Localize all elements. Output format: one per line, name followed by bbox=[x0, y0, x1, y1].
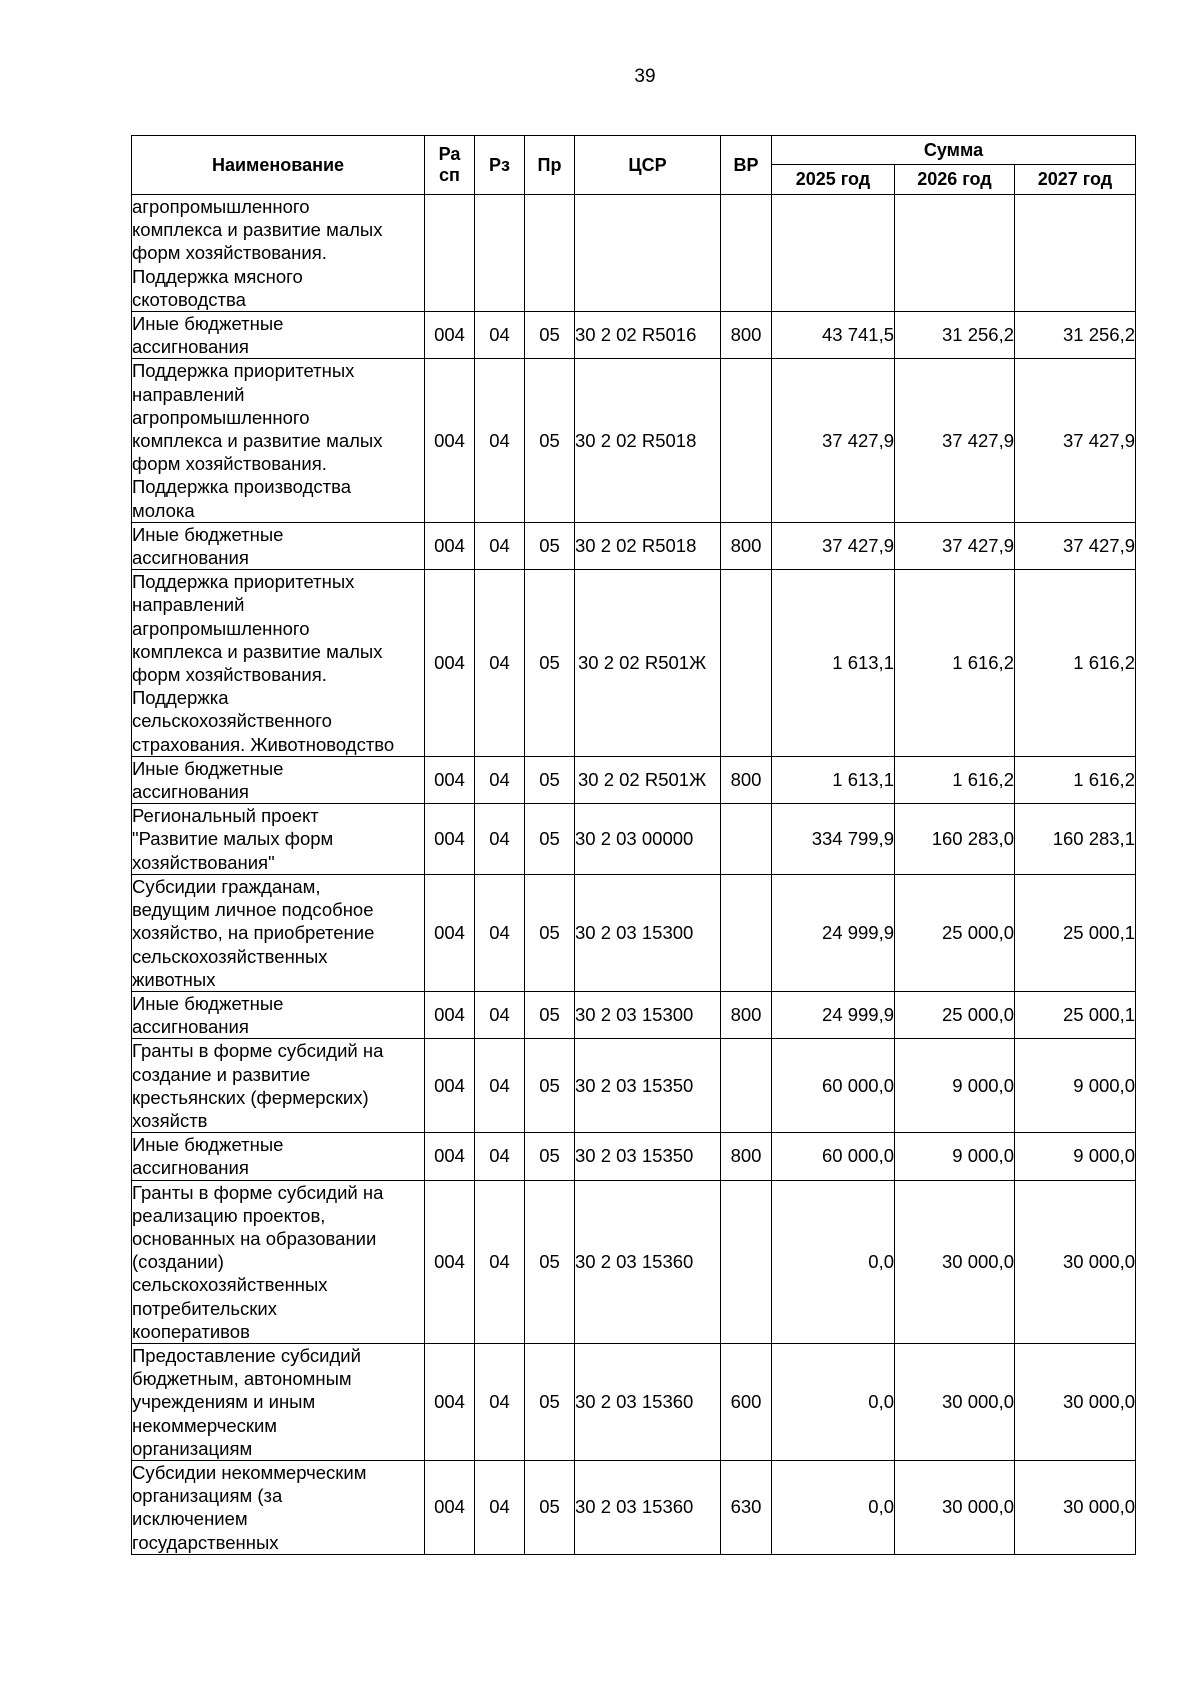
row-name-cell: Иные бюджетные ассигнования bbox=[132, 756, 425, 803]
header-2026: 2026 год bbox=[895, 165, 1015, 195]
row-csr-cell: 30 2 03 15300 bbox=[575, 991, 721, 1038]
row-2026-cell: 25 000,0 bbox=[895, 874, 1015, 991]
row-2026-cell: 1 616,2 bbox=[895, 570, 1015, 757]
row-rasp-cell: 004 bbox=[425, 804, 475, 875]
header-name: Наименование bbox=[132, 136, 425, 195]
row-2027-cell: 160 283,1 bbox=[1015, 804, 1136, 875]
header-vr: ВР bbox=[721, 136, 772, 195]
row-rz-cell bbox=[475, 195, 525, 312]
row-name-cell: Гранты в форме субсидий на создание и развитие крестьянских (фермерских) хозяйств bbox=[132, 1039, 425, 1133]
row-vr-cell: 800 bbox=[721, 1133, 772, 1180]
table-row bbox=[132, 1039, 1136, 1133]
row-vr-cell bbox=[721, 570, 772, 757]
row-csr-cell: 30 2 03 15300 bbox=[575, 874, 721, 991]
row-csr-cell: 30 2 03 15360 bbox=[575, 1460, 721, 1554]
row-name-cell: Иные бюджетные ассигнования bbox=[132, 312, 425, 359]
row-name-cell: Предоставление субсидий бюджетным, автономным учреждениям и иным некоммерческим организациям bbox=[132, 1343, 425, 1460]
row-2026-cell: 9 000,0 bbox=[895, 1133, 1015, 1180]
header-rz: Рз bbox=[475, 136, 525, 195]
row-name-cell: Поддержка приоритетных направлений агропромышленного комплекса и развитие малых форм хозяйствования. Поддержка сельскохозяйственного страхования. Животноводство bbox=[132, 570, 425, 757]
row-2026-cell: 30 000,0 bbox=[895, 1460, 1015, 1554]
row-2027-cell: 9 000,0 bbox=[1015, 1039, 1136, 1133]
row-rz-cell: 04 bbox=[475, 1460, 525, 1554]
row-vr-cell bbox=[721, 1039, 772, 1133]
table-row bbox=[132, 991, 1136, 1038]
row-2025-cell: 37 427,9 bbox=[772, 522, 895, 569]
row-vr-cell: 800 bbox=[721, 522, 772, 569]
row-rasp-cell: 004 bbox=[425, 1039, 475, 1133]
table-row bbox=[132, 522, 1136, 569]
row-pr-cell: 05 bbox=[525, 1343, 575, 1460]
row-2026-cell: 160 283,0 bbox=[895, 804, 1015, 875]
row-vr-cell bbox=[721, 874, 772, 991]
row-vr-cell: 630 bbox=[721, 1460, 772, 1554]
row-vr-cell: 800 bbox=[721, 991, 772, 1038]
budget-table bbox=[131, 135, 1136, 1555]
row-2027-cell: 37 427,9 bbox=[1015, 522, 1136, 569]
row-2025-cell: 1 613,1 bbox=[772, 756, 895, 803]
row-rz-cell: 04 bbox=[475, 874, 525, 991]
row-2025-cell bbox=[772, 195, 895, 312]
row-name-cell: агропромышленного комплекса и развитие малых форм хозяйствования. Поддержка мясного скотоводства bbox=[132, 195, 425, 312]
header-rasp: Ра сп bbox=[425, 136, 475, 195]
row-rz-cell: 04 bbox=[475, 804, 525, 875]
table-row bbox=[132, 195, 1136, 312]
row-2027-cell: 25 000,1 bbox=[1015, 991, 1136, 1038]
row-pr-cell: 05 bbox=[525, 991, 575, 1038]
row-pr-cell: 05 bbox=[525, 1460, 575, 1554]
table-row bbox=[132, 359, 1136, 522]
row-2026-cell: 31 256,2 bbox=[895, 312, 1015, 359]
row-rasp-cell: 004 bbox=[425, 756, 475, 803]
row-csr-cell: 30 2 02 R501Ж bbox=[575, 756, 721, 803]
row-pr-cell bbox=[525, 195, 575, 312]
row-rasp-cell: 004 bbox=[425, 874, 475, 991]
row-2025-cell: 1 613,1 bbox=[772, 570, 895, 757]
row-csr-cell: 30 2 03 15350 bbox=[575, 1039, 721, 1133]
row-2025-cell: 0,0 bbox=[772, 1180, 895, 1343]
row-2025-cell: 0,0 bbox=[772, 1343, 895, 1460]
row-pr-cell: 05 bbox=[525, 804, 575, 875]
row-pr-cell: 05 bbox=[525, 1180, 575, 1343]
row-vr-cell bbox=[721, 804, 772, 875]
row-pr-cell: 05 bbox=[525, 756, 575, 803]
table-row bbox=[132, 804, 1136, 875]
row-rasp-cell: 004 bbox=[425, 359, 475, 522]
row-name-cell: Иные бюджетные ассигнования bbox=[132, 1133, 425, 1180]
page-number: 39 bbox=[634, 66, 656, 87]
row-rz-cell: 04 bbox=[475, 522, 525, 569]
row-2026-cell: 1 616,2 bbox=[895, 756, 1015, 803]
row-name-cell: Поддержка приоритетных направлений агропромышленного комплекса и развитие малых форм хозяйствования. Поддержка производства молока bbox=[132, 359, 425, 522]
row-csr-cell: 30 2 03 15360 bbox=[575, 1343, 721, 1460]
row-2025-cell: 60 000,0 bbox=[772, 1133, 895, 1180]
header-sum: Сумма bbox=[772, 136, 1136, 165]
row-2027-cell: 1 616,2 bbox=[1015, 756, 1136, 803]
row-csr-cell bbox=[575, 195, 721, 312]
row-name-cell: Субсидии гражданам, ведущим личное подсобное хозяйство, на приобретение сельскохозяйственных животных bbox=[132, 874, 425, 991]
row-2025-cell: 24 999,9 bbox=[772, 874, 895, 991]
table-row bbox=[132, 1133, 1136, 1180]
row-vr-cell bbox=[721, 195, 772, 312]
row-2025-cell: 0,0 bbox=[772, 1460, 895, 1554]
table-row bbox=[132, 570, 1136, 757]
row-vr-cell bbox=[721, 1180, 772, 1343]
row-rasp-cell: 004 bbox=[425, 522, 475, 569]
row-rasp-cell: 004 bbox=[425, 1343, 475, 1460]
table-row bbox=[132, 1343, 1136, 1460]
row-rasp-cell: 004 bbox=[425, 1460, 475, 1554]
row-rasp-cell bbox=[425, 195, 475, 312]
row-2025-cell: 43 741,5 bbox=[772, 312, 895, 359]
row-2025-cell: 37 427,9 bbox=[772, 359, 895, 522]
row-vr-cell bbox=[721, 359, 772, 522]
row-pr-cell: 05 bbox=[525, 1039, 575, 1133]
row-name-cell: Иные бюджетные ассигнования bbox=[132, 991, 425, 1038]
row-2027-cell: 30 000,0 bbox=[1015, 1180, 1136, 1343]
row-rasp-cell: 004 bbox=[425, 570, 475, 757]
row-pr-cell: 05 bbox=[525, 874, 575, 991]
row-csr-cell: 30 2 02 R5018 bbox=[575, 522, 721, 569]
row-2026-cell: 30 000,0 bbox=[895, 1180, 1015, 1343]
row-rz-cell: 04 bbox=[475, 1180, 525, 1343]
row-2027-cell: 25 000,1 bbox=[1015, 874, 1136, 991]
row-rz-cell: 04 bbox=[475, 1343, 525, 1460]
row-rz-cell: 04 bbox=[475, 1133, 525, 1180]
header-2025: 2025 год bbox=[772, 165, 895, 195]
row-2026-cell: 37 427,9 bbox=[895, 522, 1015, 569]
row-rasp-cell: 004 bbox=[425, 1133, 475, 1180]
row-csr-cell: 30 2 02 R5018 bbox=[575, 359, 721, 522]
row-rasp-cell: 004 bbox=[425, 312, 475, 359]
row-2026-cell: 30 000,0 bbox=[895, 1343, 1015, 1460]
row-csr-cell: 30 2 03 15350 bbox=[575, 1133, 721, 1180]
row-2027-cell bbox=[1015, 195, 1136, 312]
row-2027-cell: 30 000,0 bbox=[1015, 1460, 1136, 1554]
row-rasp-cell: 004 bbox=[425, 991, 475, 1038]
row-rz-cell: 04 bbox=[475, 1039, 525, 1133]
row-2026-cell: 9 000,0 bbox=[895, 1039, 1015, 1133]
row-rasp-cell: 004 bbox=[425, 1180, 475, 1343]
row-csr-cell: 30 2 02 R501Ж bbox=[575, 570, 721, 757]
table-row bbox=[132, 312, 1136, 359]
row-rz-cell: 04 bbox=[475, 312, 525, 359]
row-rz-cell: 04 bbox=[475, 991, 525, 1038]
row-2025-cell: 24 999,9 bbox=[772, 991, 895, 1038]
row-name-cell: Иные бюджетные ассигнования bbox=[132, 522, 425, 569]
header-pr: Пр bbox=[525, 136, 575, 195]
row-2027-cell: 31 256,2 bbox=[1015, 312, 1136, 359]
table-row bbox=[132, 1180, 1136, 1343]
row-csr-cell: 30 2 03 15360 bbox=[575, 1180, 721, 1343]
row-csr-cell: 30 2 03 00000 bbox=[575, 804, 721, 875]
row-2026-cell: 25 000,0 bbox=[895, 991, 1015, 1038]
row-csr-cell: 30 2 02 R5016 bbox=[575, 312, 721, 359]
header-2027: 2027 год bbox=[1015, 165, 1136, 195]
row-name-cell: Субсидии некоммерческим организациям (за исключением государственных bbox=[132, 1460, 425, 1554]
row-2025-cell: 60 000,0 bbox=[772, 1039, 895, 1133]
row-pr-cell: 05 bbox=[525, 570, 575, 757]
row-pr-cell: 05 bbox=[525, 1133, 575, 1180]
row-rz-cell: 04 bbox=[475, 756, 525, 803]
row-2027-cell: 1 616,2 bbox=[1015, 570, 1136, 757]
row-2025-cell: 334 799,9 bbox=[772, 804, 895, 875]
row-vr-cell: 800 bbox=[721, 756, 772, 803]
row-2027-cell: 30 000,0 bbox=[1015, 1343, 1136, 1460]
row-2026-cell bbox=[895, 195, 1015, 312]
row-2026-cell: 37 427,9 bbox=[895, 359, 1015, 522]
row-name-cell: Региональный проект "Развитие малых форм хозяйствования" bbox=[132, 804, 425, 875]
row-name-cell: Гранты в форме субсидий на реализацию проектов, основанных на образовании (создании) сельскохозяйственных потребительских кооперативов bbox=[132, 1180, 425, 1343]
table-row bbox=[132, 874, 1136, 991]
row-vr-cell: 600 bbox=[721, 1343, 772, 1460]
table-row bbox=[132, 1460, 1136, 1554]
table-row bbox=[132, 756, 1136, 803]
row-pr-cell: 05 bbox=[525, 312, 575, 359]
row-2027-cell: 9 000,0 bbox=[1015, 1133, 1136, 1180]
row-2027-cell: 37 427,9 bbox=[1015, 359, 1136, 522]
row-rz-cell: 04 bbox=[475, 359, 525, 522]
header-csr: ЦСР bbox=[575, 136, 721, 195]
row-pr-cell: 05 bbox=[525, 359, 575, 522]
row-pr-cell: 05 bbox=[525, 522, 575, 569]
row-vr-cell: 800 bbox=[721, 312, 772, 359]
row-rz-cell: 04 bbox=[475, 570, 525, 757]
